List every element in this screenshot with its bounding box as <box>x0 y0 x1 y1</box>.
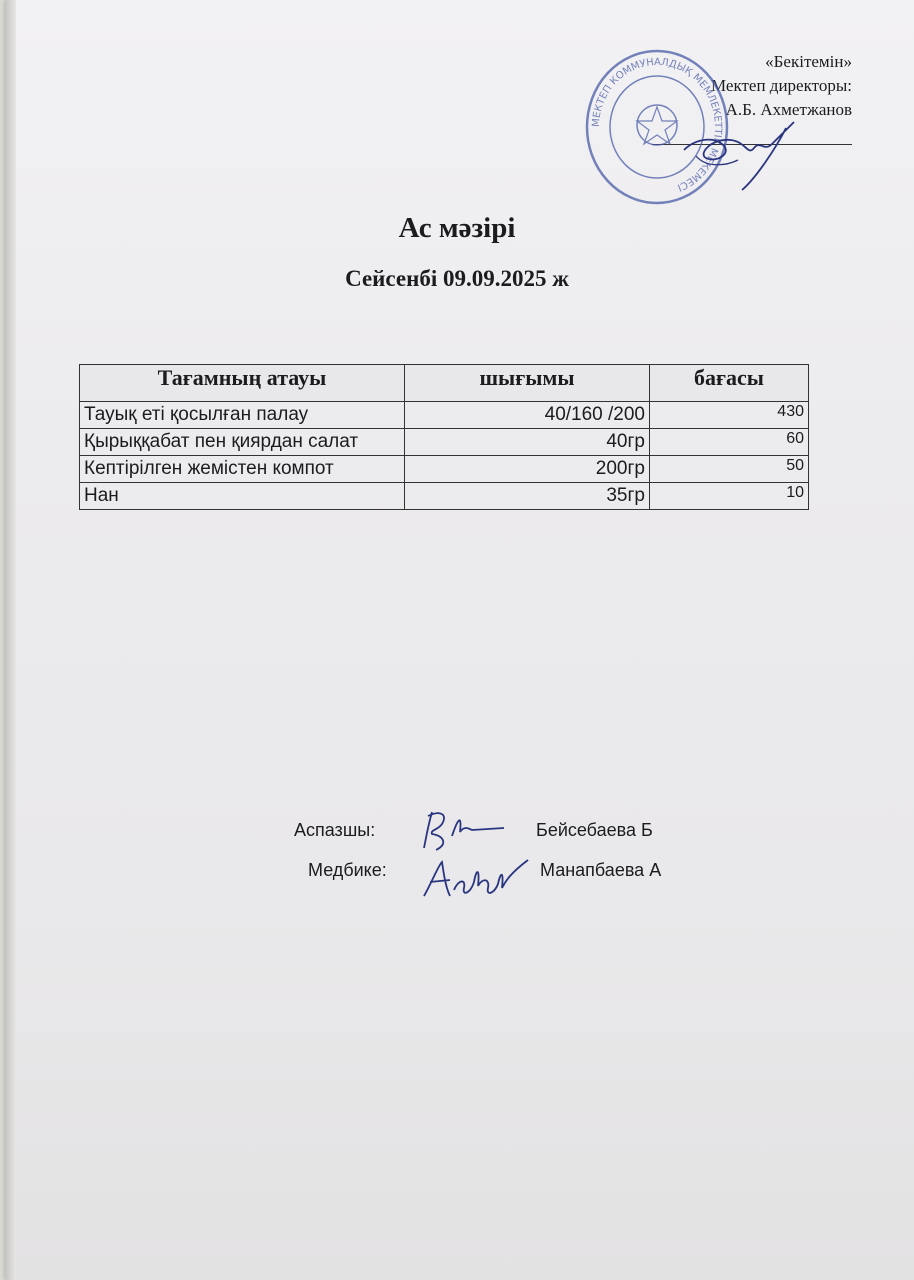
menu-table <box>79 364 809 510</box>
table-row <box>80 402 809 429</box>
cook-signature <box>418 806 508 854</box>
dish-name: Нан <box>80 483 405 510</box>
header-price: бағасы <box>650 365 809 402</box>
table-header-row <box>80 365 809 402</box>
dish-name: Қырыққабат пен қиярдан салат <box>80 429 405 456</box>
dish-price: 430 <box>650 402 809 429</box>
seal-ring-text: МЕКТЕП КОММУНАЛДЫҚ МЕМЛЕКЕТТІК МЕКЕМЕСІ <box>590 56 724 193</box>
table-row <box>80 483 809 510</box>
dish-yield: 200гр <box>405 456 650 483</box>
dish-name: Тауық еті қосылған палау <box>80 402 405 429</box>
table-row <box>80 429 809 456</box>
header-dish-name: Тағамның атауы <box>80 365 405 402</box>
director-signature <box>676 108 806 193</box>
dish-price: 10 <box>650 483 809 510</box>
nurse-role-label: Медбике: <box>308 860 387 880</box>
menu-date: Сейсенбі 09.09.2025 ж <box>345 266 569 291</box>
nurse-name: Манапбаева А <box>540 860 662 880</box>
nurse-signature <box>420 852 532 904</box>
cook-role-label: Аспазшы: <box>294 820 376 840</box>
approval-director-name: А.Б. Ахметжанов <box>725 100 852 119</box>
dish-price: 50 <box>650 456 809 483</box>
dish-yield: 40гр <box>405 429 650 456</box>
menu-title: Ас мәзірі <box>398 212 516 244</box>
header-yield: шығымы <box>405 365 650 402</box>
dish-price: 60 <box>650 429 809 456</box>
dish-yield: 40/160 /200 <box>405 402 650 429</box>
cook-name: Бейсебаева Б <box>536 820 653 840</box>
approval-position: Мектеп директоры: <box>711 76 852 95</box>
dish-name: Кептірілген жемістен компот <box>80 456 405 483</box>
approval-heading: «Бекітемін» <box>765 52 852 71</box>
table-row <box>80 456 809 483</box>
dish-yield: 35гр <box>405 483 650 510</box>
page-edge <box>6 0 16 1280</box>
